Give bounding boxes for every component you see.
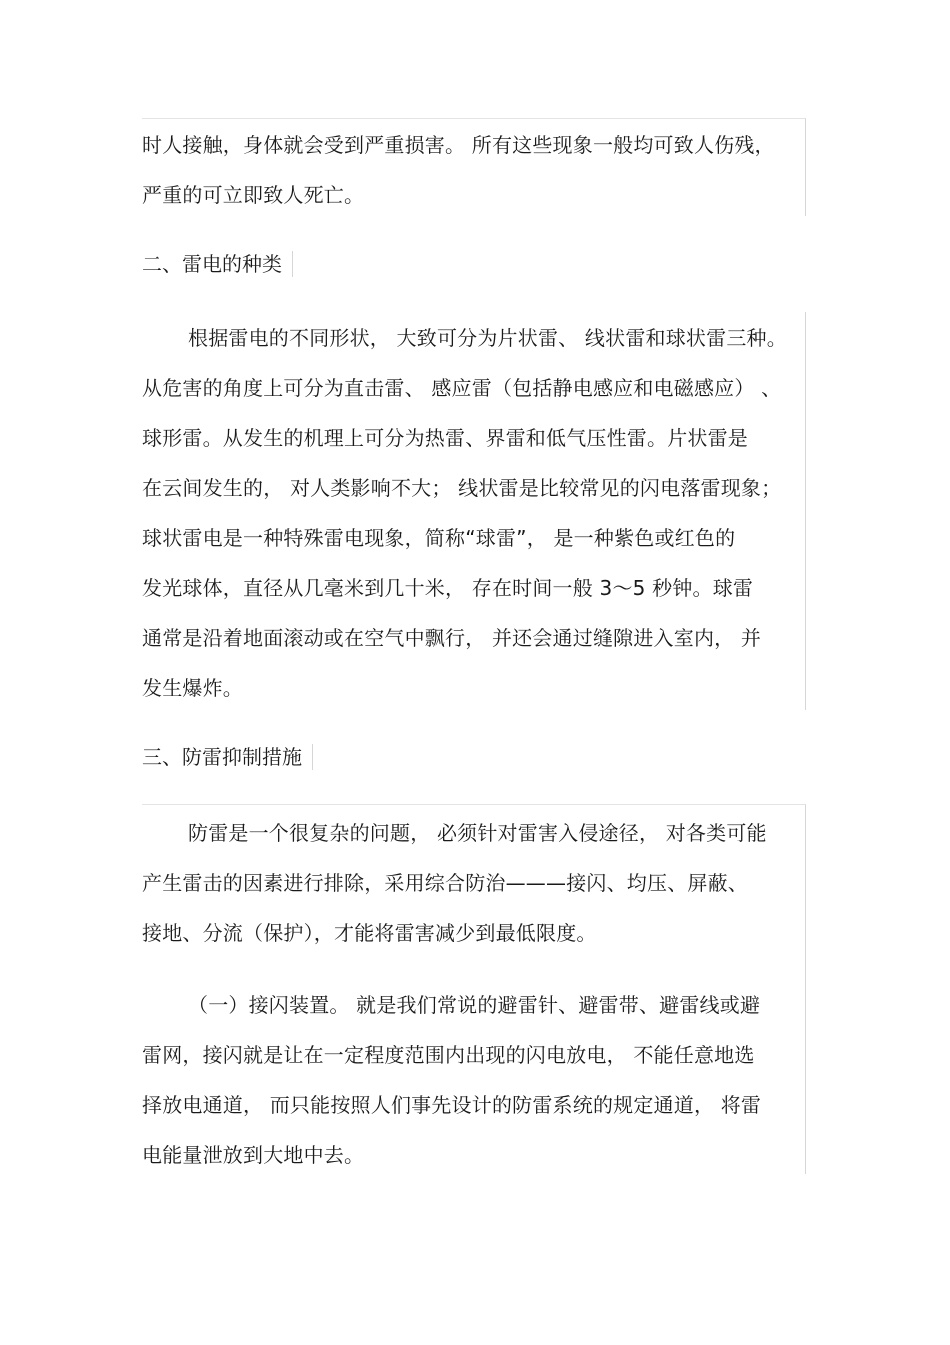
paragraph-line: （一）接闪装置。 就是我们常说的避雷针、避雷带、避雷线或避 [188, 993, 761, 1017]
paragraph-injury-continuation [142, 118, 806, 216]
paragraph-line: 雷网，接闪就是让在一定程度范围内出现的闪电放电， 不能任意地选 [142, 1043, 755, 1067]
paragraph-line: 防雷是一个很复杂的问题， 必须针对雷害入侵途径， 对各类可能 [188, 821, 767, 845]
paragraph-line: 择放电通道， 而只能按照人们事先设计的防雷系统的规定通道， 将雷 [142, 1093, 762, 1117]
paragraph-protection-measures [142, 804, 806, 1174]
paragraph-lightning-types [142, 312, 806, 710]
paragraph-line: 时人接触，身体就会受到严重损害。 所有这些现象一般均可致人伤残， [142, 133, 775, 157]
paragraph-line: 电能量泄放到大地中去。 [142, 1143, 365, 1167]
paragraph-line: 根据雷电的不同形状， 大致可分为片状雷、 线状雷和球状雷三种。 [188, 326, 787, 350]
paragraph-line: 接地、分流（保护），才能将雷害减少到最低限度。 [142, 921, 597, 945]
paragraph-line: 球状雷电是一种特殊雷电现象，简称“球雷”， 是一种紫色或红色的 [142, 526, 736, 550]
paragraph-line: 发生爆炸。 [142, 676, 243, 700]
paragraph-line: 通常是沿着地面滚动或在空气中飘行， 并还会通过缝隙进入室内， 并 [142, 626, 762, 650]
paragraph-line: 发光球体，直径从几毫米到几十米， 存在时间一般 3～5 秒钟。球雷 [142, 576, 754, 600]
paragraph-line: 球形雷。从发生的机理上可分为热雷、界雷和低气压性雷。片状雷是 [142, 426, 748, 450]
paragraph-line: 从危害的角度上可分为直击雷、 感应雷（包括静电感应和电磁感应） 、 [142, 376, 782, 400]
paragraph-line: 产生雷击的因素进行排除，采用综合防治———接闪、均压、屏蔽、 [142, 871, 748, 895]
section-heading-lightning-types: 二、雷电的种类 [142, 251, 293, 277]
section-heading-protection-measures: 三、防雷抑制措施 [142, 744, 313, 770]
paragraph-line: 严重的可立即致人死亡。 [142, 183, 365, 207]
paragraph-line: 在云间发生的， 对人类影响不大； 线状雷是比较常见的闪电落雷现象； [142, 476, 782, 500]
